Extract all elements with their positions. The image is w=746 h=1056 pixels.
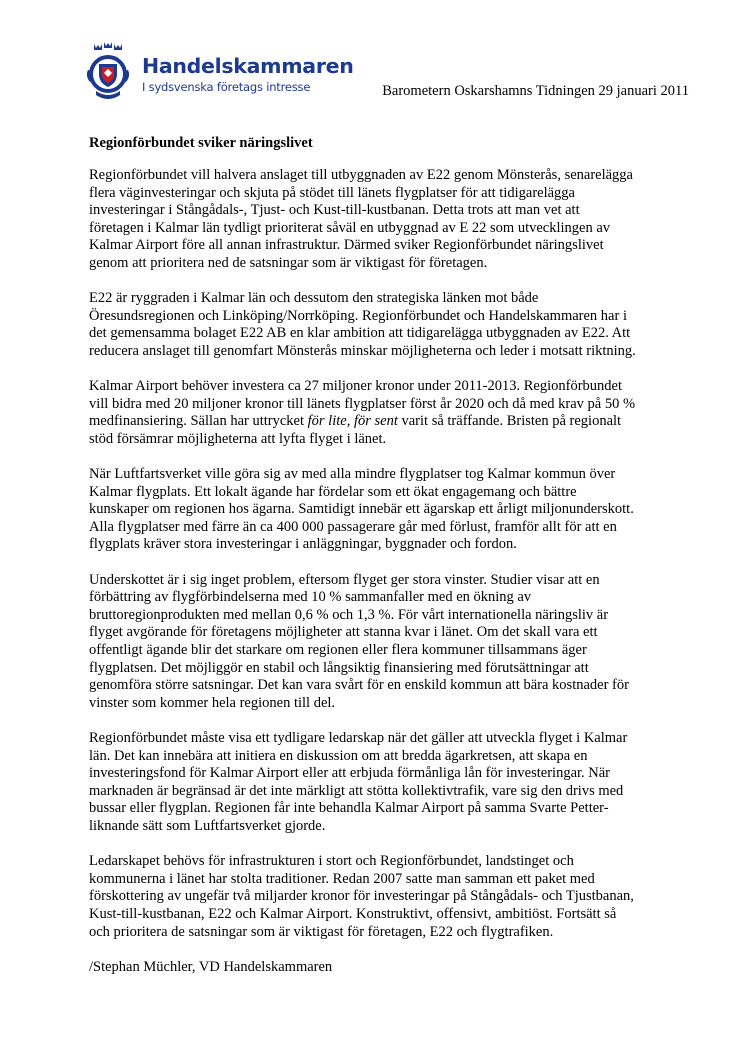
text-line: flygplatsen. Det möjliggör en stabil och långsiktig finansiering med förutsättningar att bbox=[89, 659, 589, 676]
paragraph-4 bbox=[89, 466, 709, 554]
text-line: När Luftfartsverket ville göra sig av med alla mindre flygplatser tog Kalmar kommun över bbox=[89, 466, 616, 483]
handelskammaren-logo bbox=[84, 40, 354, 104]
text-line: Kalmar Airport före all annan infrastruktur. Därmed sviker Regionförbundet näringslivet bbox=[89, 237, 604, 254]
crest-logo-icon bbox=[84, 40, 136, 102]
paragraph-6 bbox=[89, 730, 709, 836]
text-line: Regionförbundet måste visa ett tydligare ledarskap när det gäller att utveckla flyget i Kalmar bbox=[89, 730, 628, 746]
text-segment: medfinansiering. Sällan har uttrycket bbox=[89, 413, 308, 430]
text-line: det gemensamma bolaget E22 AB en klar ambition att tidigarelägga utbyggnaden av E22. Att bbox=[89, 325, 631, 342]
text-line: Alla flygplatser med färre än ca 400 000 passagerare går med förlust, framför allt för att en bbox=[89, 518, 617, 535]
source-citation: Barometern Oskarshamns Tidningen 29 januari 2011 bbox=[382, 83, 689, 99]
text-line: marknaden är begränsad är det inte märkligt att stötta kollektivtrafik, vare sig den drivs med bbox=[89, 782, 624, 799]
text-line: investeringar i Stångådals-, Tjust- och Kust-till-kustbanan. Detta trots att man vet att bbox=[89, 202, 580, 219]
text-line: Kalmar Airport behöver investera ca 27 miljoner kronor under 2011-2013. Regionförbundet bbox=[89, 378, 622, 395]
text-line: län. Det kan innebära att initiera en diskussion om att bredda ägarkretsen, att skapa en bbox=[89, 747, 588, 764]
article-body bbox=[89, 167, 709, 976]
text-line: genom att prioritera ned de satsningar som är viktigast för företagen. bbox=[89, 254, 488, 271]
text-line: bruttoregionprodukten med mellan 0,6 % och 1,3 %. För vårt internationella näringsliv är bbox=[89, 606, 609, 623]
text-segment: varit så träffande. Bristen på regionalt bbox=[397, 413, 622, 430]
signature: /Stephan Müchler, VD Handelskammaren bbox=[89, 958, 333, 975]
paragraph-1 bbox=[89, 167, 709, 273]
article-title: Regionförbundet sviker näringslivet bbox=[89, 135, 313, 151]
text-line: förskottering av ungefär två miljarder kronor för investeringar på Stångådals- och Tjustbanan, bbox=[89, 888, 634, 905]
text-line: reducera anslaget till genomfart Mönsterås minskar möjligheterna och leder i motsatt riktning. bbox=[89, 342, 636, 359]
text-line: Kust-till-kustbanan, E22 och Kalmar Airport. Konstruktivt, offensivt, ambitiöst. Fortsätt så bbox=[89, 905, 617, 922]
logo-name: Handelskammaren bbox=[142, 54, 354, 78]
text-line: Regionförbundet vill halvera anslaget till utbyggnaden av E22 genom Mönsterås, senarelägga bbox=[89, 167, 633, 183]
paragraph-2 bbox=[89, 290, 709, 360]
paragraph-7 bbox=[89, 853, 709, 941]
paragraph-3 bbox=[89, 378, 709, 448]
logo-tagline: I sydsvenska företags intresse bbox=[142, 80, 311, 94]
text-line: Ledarskapet behövs för infrastrukturen i stort och Regionförbundet, landstinget och bbox=[89, 853, 574, 870]
text-line: stöd försämrar möjligheterna att lyfta flyget i länet. bbox=[89, 430, 387, 447]
text-line: genomföra större satsningar. Det kan vara svårt för en enskild kommun att bära kostnader för bbox=[89, 677, 629, 694]
paragraph-5 bbox=[89, 572, 709, 713]
text-line: E22 är ryggraden i Kalmar län och dessutom den strategiska länken mot både bbox=[89, 290, 539, 307]
text-line: vill bidra med 20 miljoner kronor till länets flygplatser först år 2020 och då med krav på 50 % bbox=[89, 395, 636, 412]
text-line: kommunerna i länet har stolta traditioner. Redan 2007 satte man samman ett paket med bbox=[89, 870, 595, 887]
text-line: bussar eller flygplan. Regionen får inte behandla Kalmar Airport på samma Svarte Petter- bbox=[89, 800, 609, 817]
text-line: flera väginvesteringar och skjuta på stödet till länets flygplatser för att tidigarelägga bbox=[89, 184, 575, 201]
text-line: flyget avgörande för företagens möjligheter att stanna kvar i länet. Om det skall vara ett bbox=[89, 624, 598, 641]
text-line: Kalmar flygplats. Ett lokalt ägande har fördelar som ett ökat engagemang och bättre bbox=[89, 483, 577, 500]
text-line: företagen i Kalmar län tydligt prioriterat såväl en utbyggnad av E 22 som utvecklingen av bbox=[89, 219, 611, 236]
emphasis-phrase: för lite, för sent bbox=[307, 413, 398, 430]
text-line: förbättring av flygförbindelserna med 10 % sammanfaller med en ökning av bbox=[89, 589, 532, 606]
text-line: offentligt ägande blir det starkare om regionen eller flera kommuner tillsammans äger bbox=[89, 642, 587, 659]
text-line: flygplats kräver stora investeringar i anläggningar, byggnader och fordon. bbox=[89, 536, 517, 553]
text-line: vinster som kommer hela regionen till del. bbox=[89, 694, 336, 711]
text-line-with-emphasis bbox=[89, 413, 709, 431]
text-line: Öresundsregionen och Linköping/Norrköping. Regionförbundet och Handelskammaren har i bbox=[89, 307, 627, 324]
text-line: och prioritera de satsningar som är viktigast för företagen, E22 och flygtrafiken. bbox=[89, 923, 554, 940]
text-line: Underskottet är i sig inget problem, eftersom flyget ger stora vinster. Studier visar att en bbox=[89, 571, 600, 588]
text-line: kunskaper om regionen hos ägarna. Samtidigt innebär ett ägarskap ett årligt miljonunderskott. bbox=[89, 501, 634, 518]
text-line: investeringsfond för Kalmar Airport eller att erbjuda förmånliga lån för investeringar. När bbox=[89, 765, 611, 782]
text-line: liknande sätt som Luftfartsverket gjorde. bbox=[89, 817, 326, 834]
